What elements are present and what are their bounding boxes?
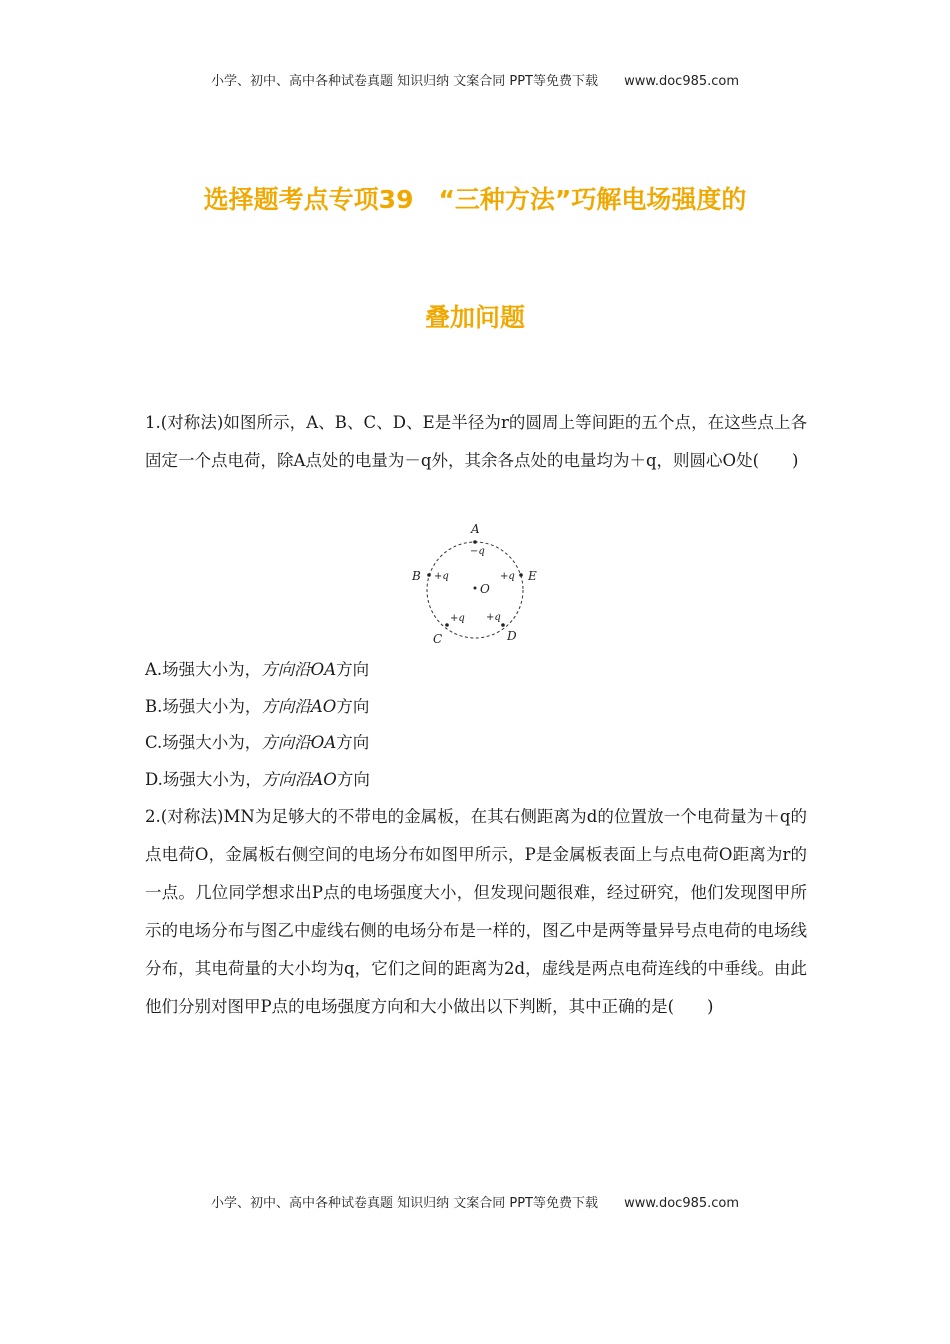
option-d[interactable] [145,762,370,799]
footer-text: 小学、初中、高中各种试卷真题 知识归纳 文案合同 PPT等免费下载 [210,1196,598,1211]
option-c[interactable] [145,725,370,762]
point-C-charge: +q [450,613,465,624]
page-title-line1: 选择题考点专项39 “三种方法”巧解电场强度的 [203,185,747,214]
question-1-options [145,652,370,798]
point-B-charge: +q [434,571,449,582]
option-d-suffix: 方向 [336,769,370,789]
option-a[interactable] [145,652,370,689]
point-D-label: D [507,629,517,643]
footer-site: www.doc985.com [624,1196,740,1211]
page-footer [0,1192,950,1211]
circle-charges-figure [400,520,550,650]
point-D-dot [501,623,505,627]
option-a-direction: 方向沿OA [261,660,337,679]
center-O-dot [474,587,477,590]
point-B-dot [427,573,431,577]
point-B-label: B [412,569,421,583]
option-c-direction: 方向沿OA [261,733,337,752]
point-C-label: C [433,632,443,646]
point-C-dot [445,623,449,627]
option-a-prefix: A.场强大小为， [145,660,262,679]
center-O-label: O [480,582,490,596]
page-title-line2: 叠加问题 [424,303,525,332]
point-A-charge: −q [470,546,485,557]
option-c-suffix: 方向 [336,733,370,752]
option-b[interactable] [145,689,370,726]
option-b-direction: 方向沿AO [261,696,337,716]
option-a-suffix: 方向 [336,660,370,679]
point-D-charge: +q [486,612,501,623]
option-b-prefix: B.场强大小为， [145,696,262,716]
point-A-dot [473,540,477,544]
question-1-text: 1.(对称法)如图所示，A、B、C、D、E是半径为r的圆周上等间距的五个点，在这些点上各固定一个点电荷，除A点处的电量为－q外，其余各点处的电量均为＋q，则圆心O处( ) [145,413,807,470]
page-header [0,70,950,89]
option-c-prefix: C.场强大小为， [145,733,262,752]
point-E-label: E [528,569,537,583]
option-d-prefix: D.场强大小为， [145,769,262,789]
option-b-suffix: 方向 [336,696,370,716]
header-site: www.doc985.com [624,74,740,89]
option-d-direction: 方向沿AO [261,769,337,789]
question-2-text: 2.(对称法)MN为足够大的不带电的金属板，在其右侧距离为d的位置放一个电荷量为＋q的点电荷O，金属板右侧空间的电场分布如图甲所示，P是金属板表面上与点电荷O距离为r的一点。几位同学想求出P点的电场强度大小，但发现问题很难，经过研究，他们发现图甲所示的电场分布与图乙中虚线右侧的电场分布是一样的，图乙中是两等量异号点电荷的电场线分布，其电荷量的大小均为q，它们之间的距离为2d，虚线是两点电荷连线的中垂线。由此他们分别对图甲P点的电场强度方向和大小做出以下判断，其中正确的是( ) [145,807,807,1016]
header-text: 小学、初中、高中各种试卷真题 知识归纳 文案合同 PPT等免费下载 [210,74,598,89]
point-A-label: A [471,522,480,536]
point-E-charge: +q [500,571,515,582]
point-E-dot [519,573,523,577]
